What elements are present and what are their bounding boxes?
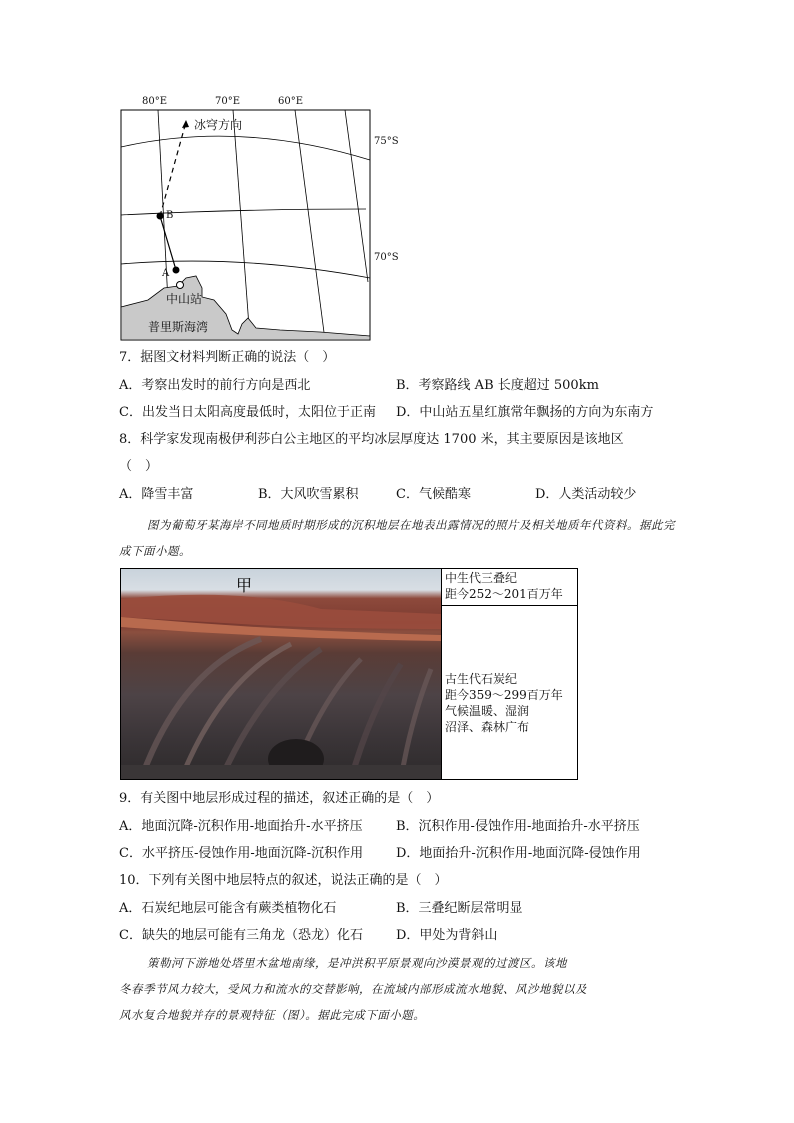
carboniferous-age: 距今359～299百万年: [445, 688, 563, 702]
passage-cele-river-line1: 策勒河下游地处塔里木盆地南缘，是冲洪积平原景观向沙漠景观的过渡区。该地: [147, 956, 567, 970]
q10-option-d[interactable]: D．甲处为背斜山: [396, 928, 498, 943]
lon-label-80e: 80°E: [142, 96, 168, 107]
point-b-label: B: [166, 210, 174, 221]
lat-label-75s: 75°S: [374, 136, 399, 147]
q10-option-b[interactable]: B．三叠纪断层常明显: [396, 901, 523, 916]
passage-cele-river-line3: 风水复合地貌并存的景观特征（图）。据此完成下面小题。: [119, 1008, 426, 1022]
carboniferous-name: 古生代石炭纪: [445, 672, 518, 686]
q10-option-c[interactable]: C．缺失的地层可能有三角龙（恐龙）化石: [119, 928, 363, 943]
q7-option-a[interactable]: A．考察出发时的前行方向是西北: [119, 378, 311, 393]
lon-label-70e: 70°E: [215, 96, 241, 107]
prydz-bay-label: 普里斯海湾: [148, 320, 209, 334]
q9-option-d[interactable]: D．地面抬升-沉积作用-地面沉降-侵蚀作用: [396, 846, 641, 861]
antarctic-route-map: [120, 92, 380, 342]
strata-illustration: [121, 569, 441, 779]
q9-option-b[interactable]: B．沉积作用-侵蚀作用-地面抬升-水平挤压: [396, 819, 640, 834]
lon-label-60e: 60°E: [278, 96, 304, 107]
q8-option-c[interactable]: C．气候酷寒: [396, 487, 471, 502]
q9-option-c[interactable]: C．水平挤压-侵蚀作用-地面沉降-沉积作用: [119, 846, 364, 861]
strata-photo: [121, 569, 441, 779]
q7-stem: 7．据图文材料判断正确的说法（ ）: [119, 350, 336, 365]
map-frame: [120, 92, 380, 342]
strata-figure: [120, 568, 578, 780]
triassic-age: 距今252～201百万年: [445, 587, 563, 601]
lat-label-70s: 70°S: [374, 252, 399, 263]
carboniferous-environment: 沼泽、森林广布: [445, 720, 530, 734]
point-a-label: A: [162, 268, 170, 279]
triassic-name: 中生代三叠纪: [445, 571, 518, 585]
q10-stem: 10．下列有关图中地层特点的叙述，说法正确的是（ ）: [119, 873, 448, 888]
q8-option-a[interactable]: A．降雪丰富: [119, 487, 194, 502]
q8-bracket: （ ）: [119, 459, 159, 474]
q9-option-a[interactable]: A．地面沉降-沉积作用-地面抬升-水平挤压: [119, 819, 363, 834]
q7-option-d[interactable]: D．中山站五星红旗常年飘扬的方向为东南方: [396, 405, 654, 420]
figure-label-jia: 甲: [236, 576, 253, 595]
triassic-cell: [442, 569, 578, 606]
q8-stem: 8．科学家发现南极伊利莎白公主地区的平均冰层厚度达 1700 米，其主要原因是该地区: [119, 432, 624, 447]
carboniferous-climate: 气候温暖、湿润: [445, 704, 530, 718]
passage-cele-river-line2: 冬春季节风力较大，受风力和流水的交替影响，在流域内部形成流水地貌、风沙地貌以及: [119, 982, 587, 996]
zhongshan-station-label: 中山站: [166, 292, 203, 306]
q7-option-b[interactable]: B．考察路线 AB 长度超过 500km: [396, 378, 599, 393]
q8-option-b[interactable]: B．大风吹雪累积: [258, 487, 359, 502]
dome-direction-label: 冰穹方向: [194, 118, 243, 132]
q8-option-d[interactable]: D．人类活动较少: [535, 487, 637, 502]
passage-portugal-strata: 图为葡萄牙某海岸不同地质时期形成的沉积地层在地表出露情况的照片及相关地质年代资料。据此完成下面小题。: [119, 518, 675, 558]
q9-stem: 9．有关图中地层形成过程的描述，叙述正确的是（ ）: [119, 791, 440, 806]
geologic-period-column: [441, 569, 578, 779]
q10-option-a[interactable]: A．石炭纪地层可能含有蕨类植物化石: [119, 901, 337, 916]
q7-option-c[interactable]: C．出发当日太阳高度最低时，太阳位于正南: [119, 405, 376, 420]
